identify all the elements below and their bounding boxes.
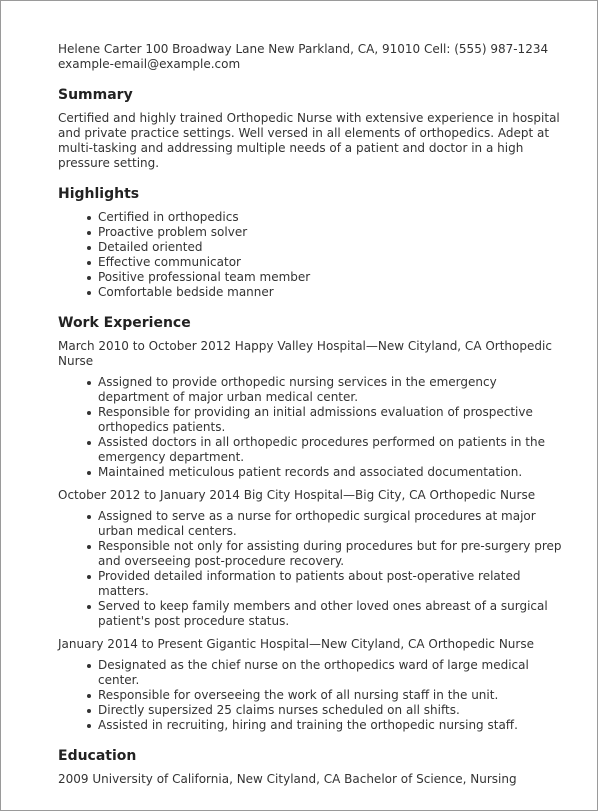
highlight-item: Proactive problem solver bbox=[98, 225, 568, 240]
summary-heading: Summary bbox=[58, 87, 133, 103]
job-bullet: Assisted doctors in all orthopedic procedures performed on patients in the emergency department. bbox=[98, 435, 568, 465]
highlight-item: Comfortable bedside manner bbox=[98, 285, 568, 300]
job-bullet: Responsible for overseeing the work of all nursing staff in the unit. bbox=[98, 688, 568, 703]
highlights-heading: Highlights bbox=[58, 186, 140, 202]
job-line-happy-valley: March 2010 to October 2012 Happy Valley Hospital—New Cityland, CA Orthopedic Nurse bbox=[58, 339, 552, 368]
summary-text: Certified and highly trained Orthopedic Nurse with extensive experience in hospital and private practice settings. Well versed in all elements of orthopedics. Adept at multi-tasking and addressing multiple needs of a patient and doctor in a high pressure setting. bbox=[58, 111, 560, 170]
job-bullet: Provided detailed information to patients about post-operative related matters. bbox=[98, 569, 568, 599]
job-bullet: Assisted in recruiting, hiring and training the orthopedic nursing staff. bbox=[98, 718, 568, 733]
job-line-big-city: October 2012 to January 2014 Big City Hospital—Big City, CA Orthopedic Nurse bbox=[58, 488, 536, 502]
job-bullets-happy-valley bbox=[58, 375, 568, 480]
highlight-item: Effective communicator bbox=[98, 255, 568, 270]
job-line-gigantic: January 2014 to Present Gigantic Hospital—New Cityland, CA Orthopedic Nurse bbox=[58, 637, 534, 651]
job-bullet: Served to keep family members and other loved ones abreast of a surgical patient's post procedure status. bbox=[98, 599, 568, 629]
summary-section bbox=[58, 86, 568, 171]
education-section bbox=[58, 747, 568, 787]
education-heading: Education bbox=[58, 748, 137, 764]
job-bullet: Responsible not only for assisting during procedures but for pre-surgery prep and overseeing post-procedure recovery. bbox=[98, 539, 568, 569]
experience-heading: Work Experience bbox=[58, 315, 191, 331]
resume-content bbox=[58, 42, 568, 787]
highlight-item: Detailed oriented bbox=[98, 240, 568, 255]
job-bullet: Responsible for providing an initial admissions evaluation of prospective orthopedics patients. bbox=[98, 405, 568, 435]
highlights-section bbox=[58, 185, 568, 300]
job-bullet: Maintained meticulous patient records and associated documentation. bbox=[98, 465, 568, 480]
job-bullet: Designated as the chief nurse on the orthopedics ward of large medical center. bbox=[98, 658, 568, 688]
job-bullet: Assigned to provide orthopedic nursing services in the emergency department of major urban medical center. bbox=[98, 375, 568, 405]
job-bullet: Directly supersized 25 claims nurses scheduled on all shifts. bbox=[98, 703, 568, 718]
highlight-item: Certified in orthopedics bbox=[98, 210, 568, 225]
highlight-item: Positive professional team member bbox=[98, 270, 568, 285]
education-line: 2009 University of California, New Cityland, CA Bachelor of Science, Nursing bbox=[58, 772, 517, 786]
job-bullet: Assigned to serve as a nurse for orthopedic surgical procedures at major urban medical centers. bbox=[98, 509, 568, 539]
contact-line: Helene Carter 100 Broadway Lane New Parkland, CA, 91010 Cell: (555) 987-1234 example-email@example.com bbox=[58, 42, 549, 71]
experience-section bbox=[58, 314, 568, 733]
job-bullets-big-city bbox=[58, 509, 568, 629]
highlights-list bbox=[58, 210, 568, 300]
job-bullets-gigantic bbox=[58, 658, 568, 733]
